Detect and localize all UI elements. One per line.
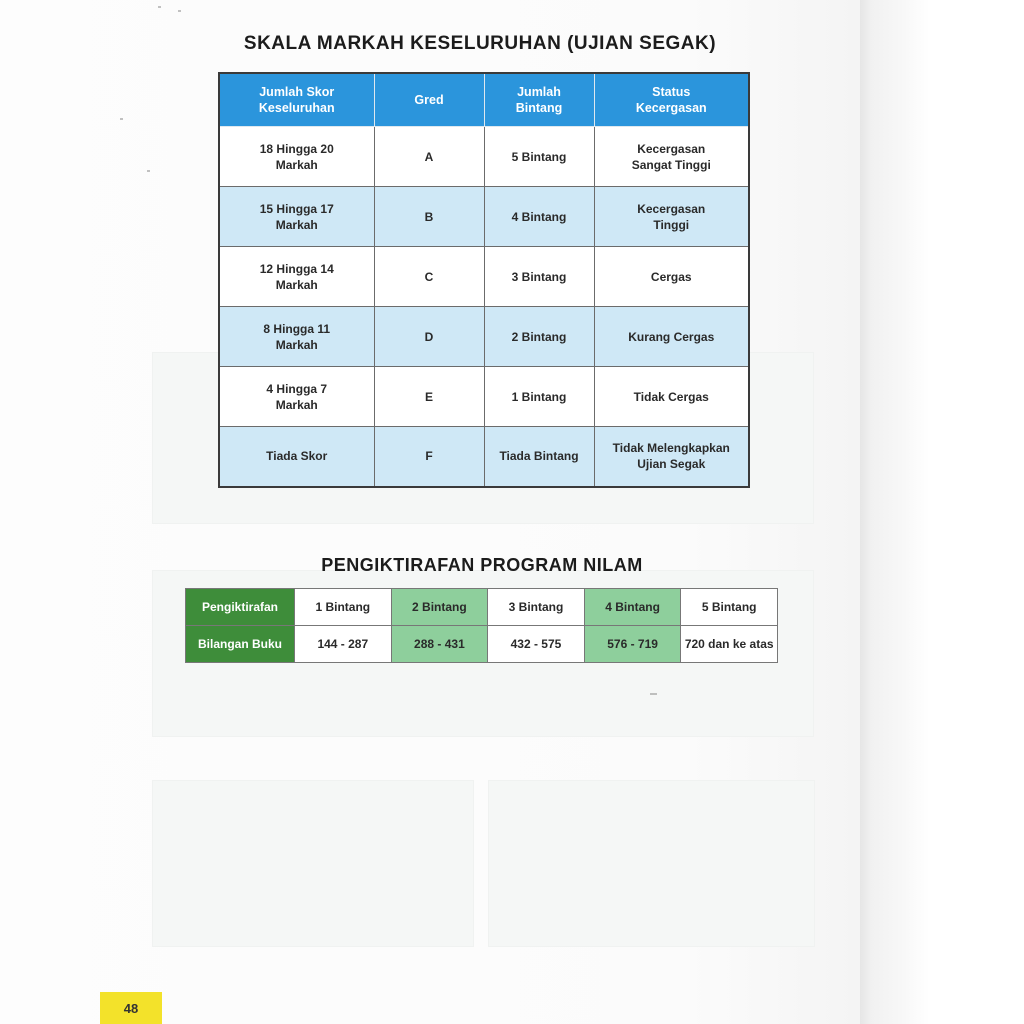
table-cell: 3 Bintang bbox=[484, 247, 594, 307]
table-cell: 2 Bintang bbox=[391, 589, 488, 626]
header-cell: Jumlah Skor Keseluruhan bbox=[219, 73, 374, 127]
table-cell: D bbox=[374, 307, 484, 367]
table-cell: 1 Bintang bbox=[484, 367, 594, 427]
nilam-table-title: PENGIKTIRAFAN PROGRAM NILAM bbox=[321, 555, 643, 575]
header-cell: Gred bbox=[374, 73, 484, 127]
table-cell: Tiada Bintang bbox=[484, 427, 594, 487]
table-cell: 4 Hingga 7 Markah bbox=[219, 367, 374, 427]
table-cell: 720 dan ke atas bbox=[681, 626, 778, 663]
table-cell: F bbox=[374, 427, 484, 487]
table-cell: E bbox=[374, 367, 484, 427]
table-header-row bbox=[219, 73, 749, 127]
scan-speck bbox=[178, 10, 181, 12]
table-cell: Kecergasan Sangat Tinggi bbox=[594, 127, 749, 187]
table-cell: 2 Bintang bbox=[484, 307, 594, 367]
table-row bbox=[219, 427, 749, 487]
scan-speck bbox=[147, 170, 150, 172]
table-cell: Kurang Cergas bbox=[594, 307, 749, 367]
table-cell: Tidak Cergas bbox=[594, 367, 749, 427]
table-cell: 3 Bintang bbox=[488, 589, 585, 626]
table-row bbox=[219, 187, 749, 247]
header-cell: Status Kecergasan bbox=[594, 73, 749, 127]
table-cell: 18 Hingga 20 Markah bbox=[219, 127, 374, 187]
scan-speck bbox=[158, 6, 161, 8]
table-row bbox=[219, 367, 749, 427]
scan-speck bbox=[650, 693, 657, 695]
table-cell: Cergas bbox=[594, 247, 749, 307]
table-row bbox=[219, 247, 749, 307]
table-row bbox=[219, 127, 749, 187]
table-cell: 144 - 287 bbox=[295, 626, 392, 663]
table-cell: Tidak Melengkapkan Ujian Segak bbox=[594, 427, 749, 487]
table-cell: 576 - 719 bbox=[584, 626, 681, 663]
table-cell: Tiada Skor bbox=[219, 427, 374, 487]
table-row bbox=[186, 589, 778, 626]
nilam-recognition-table bbox=[185, 588, 778, 663]
header-cell: Jumlah Bintang bbox=[484, 73, 594, 127]
table-cell: B bbox=[374, 187, 484, 247]
table-cell: 12 Hingga 14 Markah bbox=[219, 247, 374, 307]
segak-score-table bbox=[218, 72, 750, 488]
table-row bbox=[219, 307, 749, 367]
table-cell: 8 Hingga 11 Markah bbox=[219, 307, 374, 367]
table-cell: A bbox=[374, 127, 484, 187]
row-label: Bilangan Buku bbox=[186, 626, 295, 663]
table-cell: 1 Bintang bbox=[295, 589, 392, 626]
table-row bbox=[186, 626, 778, 663]
page-number: 48 bbox=[100, 992, 162, 1024]
show-through-block bbox=[152, 780, 474, 947]
book-gutter bbox=[860, 0, 1024, 1024]
table-cell: 4 Bintang bbox=[484, 187, 594, 247]
table-cell: Kecergasan Tinggi bbox=[594, 187, 749, 247]
table-cell: 4 Bintang bbox=[584, 589, 681, 626]
scan-speck bbox=[120, 118, 123, 120]
row-label: Pengiktirafan bbox=[186, 589, 295, 626]
segak-table-body bbox=[219, 127, 749, 487]
table-cell: 5 Bintang bbox=[484, 127, 594, 187]
table-cell: 288 - 431 bbox=[391, 626, 488, 663]
table-cell: 15 Hingga 17 Markah bbox=[219, 187, 374, 247]
segak-table-title: SKALA MARKAH KESELURUHAN (UJIAN SEGAK) bbox=[243, 33, 717, 54]
table-cell: 432 - 575 bbox=[488, 626, 585, 663]
table-cell: C bbox=[374, 247, 484, 307]
show-through-block bbox=[488, 780, 815, 947]
table-cell: 5 Bintang bbox=[681, 589, 778, 626]
